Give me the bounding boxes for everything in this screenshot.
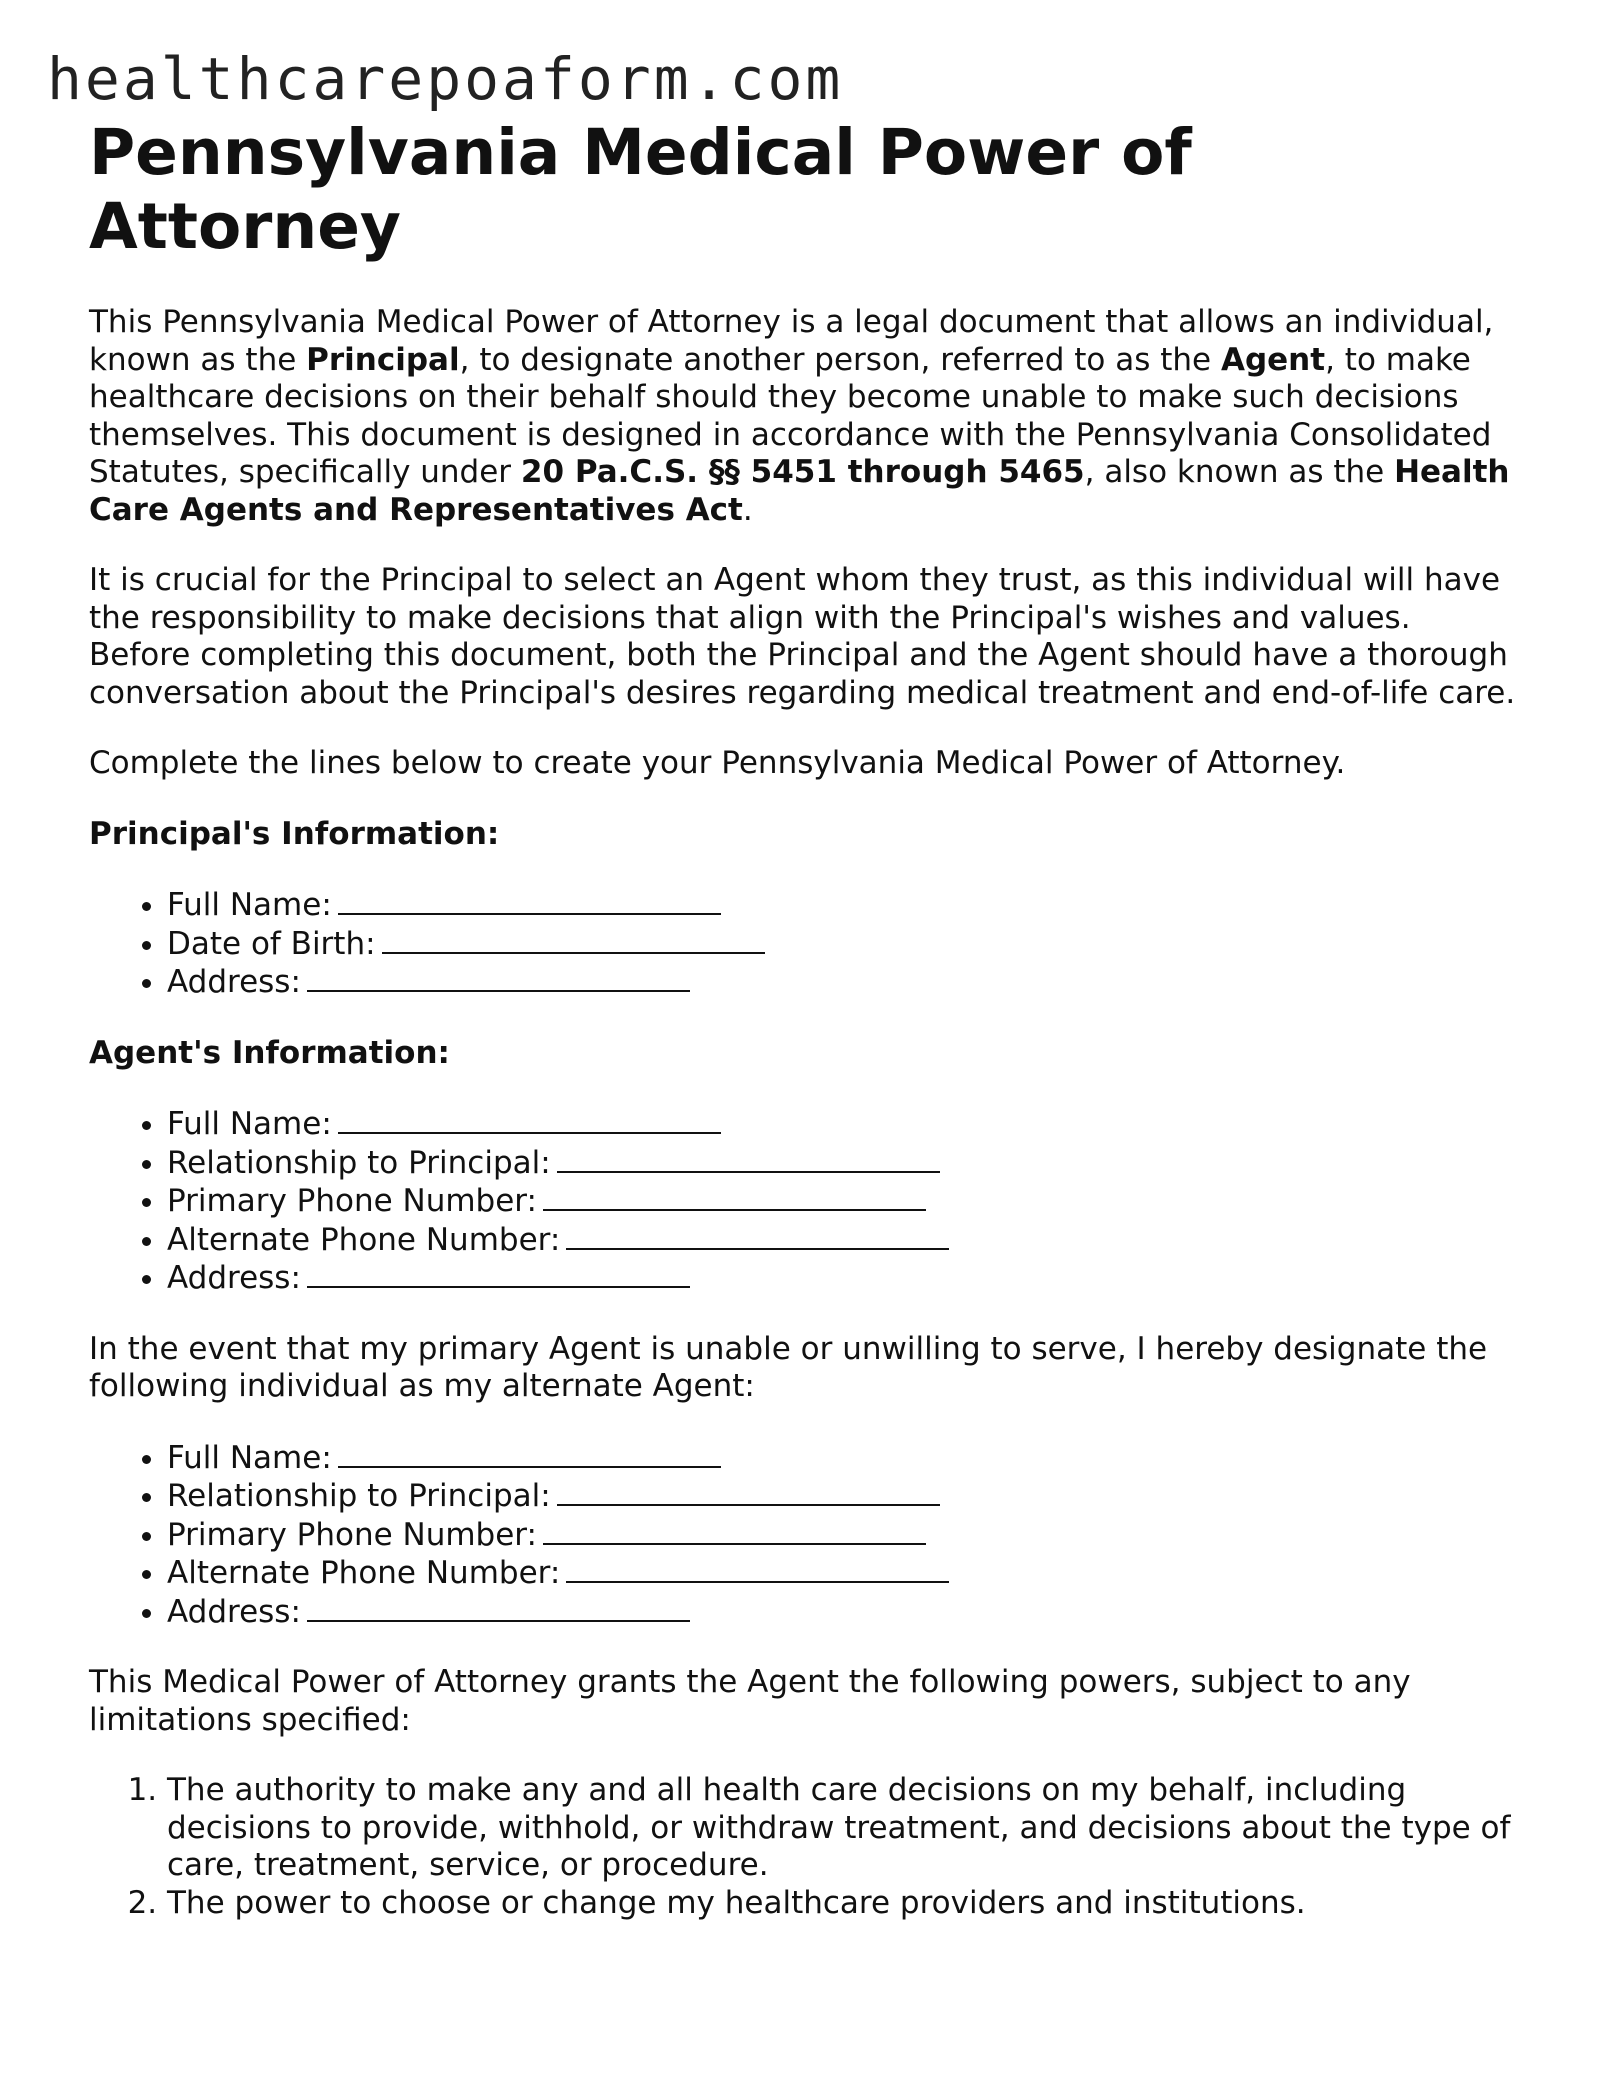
agent-full-name-blank[interactable] <box>338 1105 721 1134</box>
alternate-agent-intro: In the event that my primary Agent is unable or unwilling to serve, I hereby designate the following individual as my alternate Agent: <box>89 1330 1488 1404</box>
intro-text-1: This Pennsylvania Medical Power of Attorney is a legal document that allows an individual, known as the <box>89 304 1494 378</box>
field-label: Relationship to Principal: <box>167 1144 551 1181</box>
principal-dob-item <box>167 925 1519 964</box>
field-label: Primary Phone Number: <box>167 1183 537 1219</box>
field-label: Alternate Phone Number: <box>167 1221 561 1258</box>
agent-alternate-phone-blank[interactable] <box>566 1221 949 1250</box>
principal-address-blank[interactable] <box>307 963 690 992</box>
intro-text-4: , also known as the <box>1084 454 1395 490</box>
agent-relationship-blank[interactable] <box>557 1144 940 1173</box>
intro-bold-statute: 20 Pa.C.S. §§ 5451 through 5465 <box>520 454 1085 490</box>
power-item: 2. The power to choose or change my healthcare providers and institutions. <box>167 1885 1519 1923</box>
agent-info-heading: Agent's Information: <box>89 1034 450 1071</box>
document-body <box>89 116 1519 1955</box>
alternate-primary-phone-item <box>167 1516 1519 1555</box>
intro-text-2: , to designate another person, referred to as the <box>459 341 1221 378</box>
agent-address-blank[interactable] <box>307 1259 690 1288</box>
alternate-relationship-blank[interactable] <box>557 1477 940 1506</box>
trust-paragraph: It is crucial for the Principal to select an Agent whom they trust, as this individual will have the responsibility to make decisions that align with the Principal's wishes and values. Before completing this document, both the Principal and the Agent should have a thorough conversation about the Principal's desires regarding medical treatment and end-of-life care. <box>89 562 1516 711</box>
principal-address-item <box>167 963 1519 1002</box>
powers-intro: This Medical Power of Attorney grants the Agent the following powers, subject to any limitations specified: <box>89 1664 1411 1738</box>
alternate-primary-phone-blank[interactable] <box>543 1516 926 1545</box>
instructions-paragraph: Complete the lines below to create your Pennsylvania Medical Power of Attorney. <box>89 745 1346 781</box>
intro-paragraph <box>89 304 1519 529</box>
field-label: Address: <box>167 1593 301 1630</box>
principal-info-heading: Principal's Information: <box>89 815 500 852</box>
principal-info-list <box>89 886 1519 1002</box>
intro-text-5: . <box>742 491 753 528</box>
alternate-address-item <box>167 1593 1519 1632</box>
agent-alternate-phone-item <box>167 1221 1519 1260</box>
intro-text-3: , to make healthcare decisions on their behalf should they become unable to make such decisions themselves. This document is designed in accordance with the Pennsylvania Consolidated Statutes, specifically under <box>89 341 1492 490</box>
alternate-address-blank[interactable] <box>307 1593 690 1622</box>
agent-relationship-item <box>167 1144 1519 1183</box>
field-label: Date of Birth: <box>167 925 376 962</box>
alternate-relationship-item <box>167 1477 1519 1516</box>
field-label: Full Name: <box>167 1439 332 1476</box>
agent-primary-phone-blank[interactable] <box>543 1182 926 1211</box>
field-label: Relationship to Principal: <box>167 1478 551 1514</box>
field-label: Primary Phone Number: <box>167 1516 537 1553</box>
field-label: Address: <box>167 964 301 1000</box>
powers-list <box>89 1772 1519 1922</box>
principal-full-name-blank[interactable] <box>338 886 721 915</box>
agent-address-item <box>167 1259 1519 1298</box>
field-label: Address: <box>167 1260 301 1296</box>
agent-full-name-item <box>167 1105 1519 1144</box>
alternate-alternate-phone-item <box>167 1554 1519 1593</box>
intro-bold-principal: Principal <box>306 341 460 378</box>
intro-bold-agent: Agent <box>1220 341 1326 378</box>
alternate-full-name-item <box>167 1439 1519 1478</box>
field-label: Full Name: <box>167 887 332 923</box>
agent-primary-phone-item <box>167 1182 1519 1221</box>
alternate-full-name-blank[interactable] <box>338 1439 721 1468</box>
alternate-alternate-phone-blank[interactable] <box>566 1554 949 1583</box>
site-watermark: healthcarepoaform.com <box>47 45 844 113</box>
alternate-agent-list <box>89 1439 1519 1632</box>
document-title: Pennsylvania Medical Power of Attorney <box>89 116 1192 263</box>
principal-full-name-item <box>167 886 1519 925</box>
field-label: Alternate Phone Number: <box>167 1555 561 1591</box>
power-item: 1. The authority to make any and all health care decisions on my behalf, including decisions to provide, withhold, or withdraw treatment, and decisions about the type of care, treatment, service, or procedure. <box>167 1772 1519 1885</box>
principal-dob-blank[interactable] <box>382 925 765 954</box>
intro-bold-act-name: Health Care Agents and Representatives Act <box>89 454 1510 528</box>
agent-info-list <box>89 1105 1519 1298</box>
field-label: Full Name: <box>167 1106 332 1142</box>
